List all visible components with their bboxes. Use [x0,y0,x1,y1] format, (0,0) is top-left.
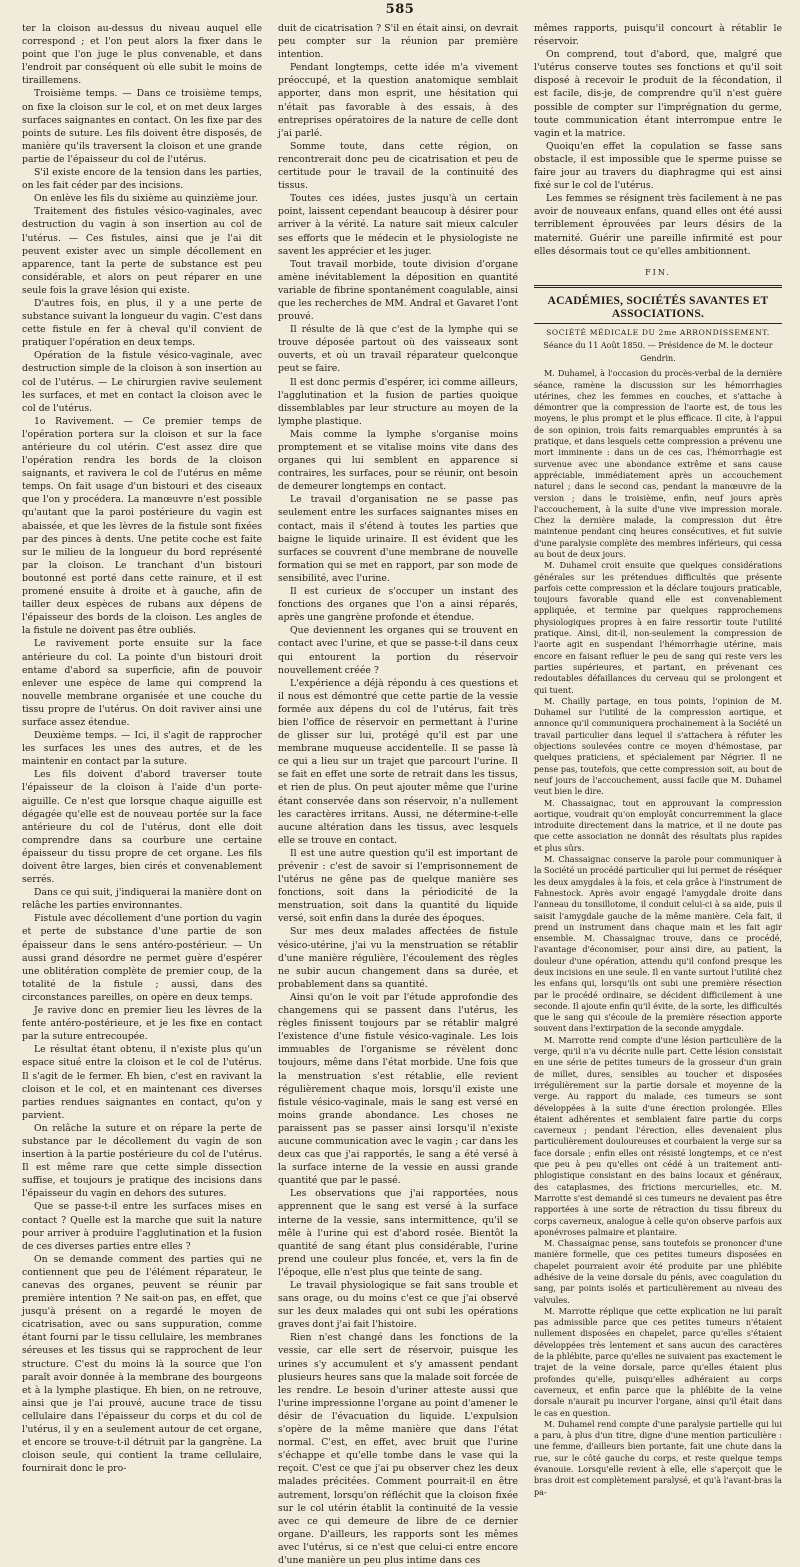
paragraph: Il est une autre question qu'il est important de prévenir : c'est de savoir si l'emprisonnement de l'utérus ne gêne pas de quelque manière ses fonctions, soit dans la périodicité de la menstruation, soit dans la quantité du liquide versé, soit enfin dans la durée des époques. [278,847,518,925]
paragraph: Que se passe-t-il entre les surfaces mises en contact ? Quelle est la marche que suit la nature pour arriver à produire l'agglutination et la fusion de ces diverses parties entre elles ? [22,1201,262,1252]
section-divider [534,285,782,288]
section-divider [534,323,782,324]
paragraph: 1o Ravivement. — Ce premier temps de l'opération portera sur la cloison et sur la face antérieure du col utérin. C'est assez dire que l'opération rendra les bords de la cloison saignants, et ravivera le col de l'utérus en même temps. On fait usage d'un bistouri et des ciseaux que l'on y procédera. La manœuvre n'est possible qu'autant que la paroi postérieure du vagin est abaissée, et que les lèvres de la fistule sont fixées par des pinces à dents. Une petite coche est faite sur le milieu de la longueur du bord représenté par la cloison. Le tranchant d'un bistouri boutonné est porté dans cette rainure, et il est promené ensuite à droite et à gauche, afin de tailler deux espèces de rubans aux dépens de l'épaisseur des bords de la cloison. Les angles de la fistule ne doivent pas être oubliés. [22,415,262,637]
paragraph: M. Chailly partage, en tous points, l'opinion de M. Duhamel sur l'utilité de la compression aortique, et annonce qu'il communiquera prochainement à la Société un travail particulier dans lequel il s'attachera à réfuter les objections soulevées contre ce moyen d'hémostase, par quelques praticiens, et spécialement par Négrier. Il ne pense pas, toutefois, que cette compression soit, au bout de neuf jours de l'accouchement, aussi facile que M. Duhamel veut bien le dire. [534,695,782,797]
paragraph: M. Marrotte rend compte d'une lésion particulière de la verge, qu'il n'a vu décrite nulle part. Cette lésion consistait en une série de petites tumeurs de la grosseur d'un grain de millet, dures, sensibles au toucher et disposées irrégulièrement sur la partie dorsale et moyenne de la verge. Au rapport du malade, ces tumeurs se sont développées à la suite d'une érection prolongée. Elles étaient adhérentes et semblaient faire partie du corps caverneux ; pendant l'érection, elles devenaient plus particulièrement douloureuses et courbaient la verge sur sa face dorsale ; enfin elles ont résisté longtemps, et ce n'est que peu à peu qu'elles ont cédé à un traitement anti-phlogistique consistant en des bains locaux et généraux, des cataplasmes, des frictions mercurielles, etc. M. Marrotte s'est demandé si ces tumeurs ne devaient pas être rapportées à une sorte de rétraction du tissu fibreux du corps caverneux, analogue à celle qu'on observe parfois aux aponévroses palmaire et plantaire. [534,1034,782,1237]
paragraph: On se demande comment des parties qui ne contiennent que peu de l'élément réparateur, le canevas des organes, peuvent se réunir par première intention ? Ne sait-on pas, en effet, que jusqu'à présent on a regardé le moyen de cicatrisation, avec ou sans suppuration, comme étant fourni par le tissu cellulaire, les membranes séreuses et les tissus qui se rapprochent de leur structure. C'est du moins là la source que l'on paraît avoir donnée à la membrane des bourgeons et à la lymphe plastique. Eh bien, on ne retrouve, ainsi que je l'ai prouvé, aucune trace de tissu cellulaire dans l'épaisseur du corps et du col de l'utérus, il y en a seulement autour de cet organe, et encore se trouve-t-il détruit par la gangrène. La cloison seule, qui contient la trame cellulaire, fournirait donc le pro- [22,1253,262,1475]
text-column-right [534,22,782,1497]
text-column-middle [278,22,518,1566]
paragraph: Pendant longtemps, cette idée m'a vivement préoccupé, et la question anatomique semblait apporter, dans mon esprit, une hésitation qui n'était pas favorable à des essais, à des entreprises opératoires de la nature de celle dont j'ai parlé. [278,62,518,139]
paragraph: Opération de la fistule vésico-vaginale, avec destruction simple de la cloison à son insertion au col de l'utérus. — Le chirurgien ravive seulement les surfaces, et met en contact la cloison avec le col de l'utérus. [22,350,262,414]
session-line: Séance du 11 Août 1850. — Présidence de M. le docteur Gendrin. [543,341,773,364]
paragraph: L'expérience a déjà répondu à ces questions et il nous est démontré que cette partie de la vessie formée aux dépens du col de l'utérus, fait très bien l'office de réservoir en permettant à l'urine de glisser sur lui, protégé qu'il est par une membrane muqueuse accidentelle. Il se passe là ce qui a lieu sur un trajet que parcourt l'urine. Il se fait en effet une sorte de retrait dans les tissus, et rien de plus. On peut ajouter même que l'urine étant conservée dans son réservoir, n'a nullement les caractères irritans. Aussi, ne détermine-t-elle aucune altération dans les tissus, avec lesquels elle se trouve en contact. [278,677,518,846]
section-title: ACADÉMIES, SOCIÉTÉS SAVANTES ET ASSOCIATIONS. [547,293,769,320]
paragraph: Troisième temps. — Dans ce troisième temps, on fixe la cloison sur le col, et on met deux larges surfaces saignantes en contact. On les fixe par des points de suture. Les fils doivent être disposés, de manière qu'ils traversent la cloison et une grande partie de l'épaisseur du col de l'utérus. [22,88,262,165]
paragraph: Dans ce qui suit, j'indiquerai la manière dont on relâche les parties environnantes. [22,887,262,912]
paragraph: Les observations que j'ai rapportées, nous apprennent que le sang est versé à la surface interne de la vessie, sans intermittence, qu'il se mêle à l'urine qui est d'abord rosée. Bientôt la quantité de sang étant plus considérable, l'urine prend une couleur plus foncée, et, vers la fin de l'époque, elle n'est plus que teinte de sang. [278,1188,518,1278]
paragraph: Quoiqu'en effet la copulation se fasse sans obstacle, il est impossible que le sperme puisse se faire jour au travers du diaphragme qui est ainsi fixé sur le col de l'utérus. [534,140,782,192]
paragraph: Rien n'est changé dans les fonctions de la vessie, car elle sert de réservoir, puisque les urines s'y accumulent et s'y amassent pendant plusieurs heures sans que la malade soit forcée de les rendre. Le besoin d'uriner atteste aussi que l'urine impressionne l'organe au point d'amener le désir de l'évacuation du liquide. L'expulsion s'opère de la même manière que dans l'état normal. C'est, en effet, avec bruit que l'urine s'échappe et qu'elle tombe dans le vase qui la reçoit. C'est ce que j'ai pu observer chez les deux malades précitées. Comment pourrait-il en être autrement, lorsqu'on réfléchit que la cloison fixée sur le col utérin établit la continuité de la vessie avec ce qui demeure de libre de ce dernier organe. D'ailleurs, les rapports sont les mêmes avec l'utérus, si ce n'est que celui-ci entre encore d'une manière un peu plus intime dans ces [278,1332,518,1566]
paragraph: Tout travail morbide, toute division d'organe amène inévitablement la déposition en quantité variable de fibrine spontanément coagulable, ainsi que les recherches de MM. Andral et Gavaret l'ont prouvé. [278,258,518,323]
paragraph: M. Chassaignac, tout en approuvant la compression aortique, voudrait qu'on employât concurremment la glace introduite directement dans la matrice, et il ne doute pas que cette association ne donnât des résultats plus rapides et plus sûrs. [534,797,782,853]
report-body [534,368,782,1498]
paragraph: Il est donc permis d'espérer, ici comme ailleurs, l'agglutination et la fusion de parties quoique dissemblables par leur structure au moyen de la lymphe plastique. [278,376,518,427]
paragraph: M. Chassaignac conserve la parole pour communiquer à la Société un procédé particulier qui lui permet de réséquer les deux amygdales à la fois, et cela grâce à l'instrument de Fahnestock. Après avoir engagé l'amygdale droite dans l'anneau du tonsillotome, il conduit celui-ci à sa aide, puis il saisit l'amygdale gauche de la même manière. Cela fait, il prend un instrument dans chaque main et les fait agir ensemble. M. Chassaignac trouve, dans ce procédé, l'avantage d'économiser, pour ainsi dire, au patient, la douleur d'une opération, attendu qu'il confond presque les deux incisions en une seule. Il en vante surtout l'utilité chez les enfans qui, lorsqu'ils ont subi une première résection par le procédé ordinaire, se décident difficilement à une seconde. Il ajoute enfin qu'il évite, de la sorte, les difficultés que le sang qui s'écoule de la première résection apporte souvent dans l'extirpation de la seconde amygdale. [534,854,782,1034]
paragraph: On enlève les fils du sixième au quinzième jour. [34,193,258,205]
paragraph: Je ravive donc en premier lieu les lèvres de la fente antéro-postérieure, et je les fixe en contact par la suture entrecoupée. [22,1005,262,1043]
paragraph: M. Duhamel croit ensuite que quelques considérations générales sur les prétendues difficultés que présente parfois cette compression et la déclare toujours praticable, toujours favorable quand elle est convenablement appliquée, et termine par quelques rapprochemens physiologiques propres à en faire ressortir toute l'utilité pratique. Ainsi, dit-il, non-seulement la compression de l'aorte agit en suspendant l'hémorrhagie utérine, mais encore en faisant refluer le peu de sang qui reste vers les parties supérieures, et partant, en prévenant ces redoutables défaillances du cerveau qui se prolongent et qui tuent. [534,560,782,695]
paragraph: mêmes rapports, puisqu'il concourt à rétablir le réservoir. [534,23,782,48]
paragraph: Toutes ces idées, justes jusqu'à un certain point, laissent cependant beaucoup à désirer pour arriver à la vérité. La nature sait mieux calculer ses efforts que le médecin et le physiologiste ne savent les apprécier et les juger. [278,193,518,257]
paragraph: Sur mes deux malades affectées de fistule vésico-utérine, j'ai vu la menstruation se rétablir d'une manière régulière, l'écoulement des règles ne subir aucun changement dans sa durée, et probablement dans sa quantité. [278,926,518,990]
fin-marker: FIN. [645,267,671,277]
paragraph: M. Marrotte réplique que cette explication ne lui paraît pas admissible parce que ces petites tumeurs n'étaient nullement disposées en chapelet, parce qu'elles s'étaient développées très lentement et sans aucun des caractères de la phlébite, parce qu'elles ne suivaient pas exactement le trajet de la veine dorsale, parce qu'elles étaient plus profondes qu'elle, puisqu'elles adhéraient au corps caverneux, et enfin parce que la phlébite de la veine dorsale n'aurait pu incurver l'organe, ainsi qu'il était dans le cas en question. [534,1305,782,1418]
paragraph: Que deviennent les organes qui se trouvent en contact avec l'urine, et que se passe-t-il dans ceux qui entourent la portion du réservoir nouvellement créée ? [278,625,518,676]
page-number: 585 [385,2,415,17]
paragraph: Somme toute, dans cette région, on rencontrerait donc peu de cicatrisation et peu de certitude pour le travail de la continuité des tissus. [278,140,518,192]
paragraph: M. Duhamel rend compte d'une paralysie partielle qui lui a paru, à plus d'un titre, digne d'une mention particulière : une femme, d'ailleurs bien portante, fait une chute dans la rue, sur le côté gauche du corps, et reste quelque temps évanouie. Lorsqu'elle revient à elle, elle s'aperçoit que le bras droit est complètement paralysé, et qu'à l'avant-bras la pa- [534,1418,782,1497]
paragraph: duit de cicatrisation ? S'il en était ainsi, on devrait peu compter sur la réunion par première intention. [278,23,518,61]
paragraph: S'il existe encore de la tension dans les parties, on les fait céder par des incisions. [22,167,262,192]
paragraph: On comprend, tout d'abord, que, malgré que l'utérus conserve toutes ses fonctions et qu'il soit disposé à recevoir le produit de la fécondation, il est facile, dis-je, de comprendre qu'il n'est guère possible de compter sur l'imprégnation du germe, toute communication étant interrompue entre le vagin et la matrice. [534,49,782,139]
paragraph: Les fils doivent d'abord traverser toute l'épaisseur de la cloison à l'aide d'un porte-aiguille. Ce n'est que lorsque chaque aiguille est dégagée qu'elle est de nouveau portée sur la face antérieure du col de l'utérus, dont elle doit comprendre dans sa courbure une certaine épaisseur du tissu propre de cet organe. Les fils doivent être larges, bien cirés et convenablement serrés. [22,769,262,886]
society-name: SOCIÉTÉ MÉDICALE DU 2me ARRONDISSEMENT. [546,327,770,337]
paragraph: Fistule avec décollement d'une portion du vagin et perte de substance d'une partie de son épaisseur dans le sens antéro-postérieur. — Un aussi grand désordre ne permet guère d'espérer une oblitération complète de premier coup, de la totalité de la fistule ; aussi, dans des circonstances pareilles, on opère en deux temps. [22,913,262,1003]
text-column-left [22,22,262,1475]
paragraph: Traitement des fistules vésico-vaginales, avec destruction du vagin à son insertion au col de l'utérus. — Ces fistules, ainsi que je l'ai dit peuvent exister avec un simple décollement en apparence, tant la perte de substance est peu considérable, et alors on peut réparer en une seule fois la grave lésion qui existe. [22,206,262,296]
paragraph: Il est curieux de s'occuper un instant des fonctions des organes que l'on a ainsi réparés, après une gangrène profonde et étendue. [278,586,518,624]
paragraph: Les femmes se résignent très facilement à ne pas avoir de nouveaux enfans, quand elles ont été aussi terriblement éprouvées par leurs désirs de la maternité. Guérir une pareille infirmité est pour elles désormais tout ce qu'elles ambitionnent. [534,193,782,257]
paragraph: Il résulte de là que c'est de la lymphe qui se trouve déposée partout où des vaisseaux sont ouverts, et où un travail réparateur quelconque peut se faire. [278,324,518,375]
paragraph: Deuxième temps. — Ici, il s'agit de rapprocher les surfaces les unes des autres, et de les maintenir en contact par la suture. [22,730,262,768]
paragraph: M. Duhamel, à l'occasion du procès-verbal de la dernière séance, ramène la discussion sur les hémorrhagies utérines, chez les femmes en couches, et s'attache à démontrer que la compression de l'aorte est, de tous les moyens, le plus prompt et le plus efficace. Il cite, à l'appui de son opinion, trois faits remarquables empruntés à sa pratique, et dans lesquels cette compression a prévenu une mort imminente : dans un de ces cas, l'hémorrhagie est survenue avec une abondance extrême et sans cause appréciable, immédiatement après un accouchement naturel ; dans le second cas, pendant la manœuvre de la version ; dans le troisième, enfin, neuf jours après l'accouchement, à la suite d'une vive impression morale. Chez la dernière malade, la compression dut être maintenue pendant cinq heures consécutives, et fut suivie d'une paralysie complète des membres inférieurs, qui cessa au bout de deux jours. [534,368,782,559]
paragraph: Ainsi qu'on le voit par l'étude approfondie des changemens qui se passent dans l'utérus, les règles finissent toujours par se rétablir malgré l'existence d'une fistule vésico-vaginale. Les lois immuables de l'organisme se révèlent donc toujours, même dans l'état morbide. Une fois que la menstruation s'est rétablie, elle revient régulièrement chaque mois, lorsqu'il existe une fistule vésico-vaginale, mais le sang est versé en moins grande abondance. Les choses ne paraissent pas se passer ainsi lorsqu'il n'existe aucune communication avec le vagin ; car dans les deux cas que j'ai rapportés, le sang a été versé à la surface interne de la vessie en aussi grande quantité que par le passé. [278,991,518,1187]
paragraph: D'autres fois, en plus, il y a une perte de substance suivant la longueur du vagin. C'est dans cette fistule en fer à cheval qu'il convient de pratiquer l'opération en deux temps. [22,297,262,349]
paragraph: Le travail physiologique se fait sans trouble et sans orage, ou du moins c'est ce que j'ai observé sur les deux malades qui ont subi les opérations graves dont j'ai fait l'histoire. [278,1280,518,1331]
paragraph: Mais comme la lymphe s'organise moins promptement et se vitalise moins vite dans des organes qui lui semblent en apparence si contraires, les surfaces, pour se réunir, ont besoin de demeurer longtemps en contact. [278,428,518,493]
paragraph: M. Chassaignac pense, sans toutefois se prononcer d'une manière formelle, que ces petites tumeurs disposées en chapelet pourraient avoir été produite par une phlébite adhésive de la veine dorsale du pénis, avec coagulation du sang, par points isolés et particulièrement au niveau des valvules. [534,1238,782,1305]
paragraph: Le ravivement porte ensuite sur la face antérieure du col. La pointe d'un bistouri droit entame d'abord sa superficie, afin de pouvoir enlever une espèce de lame qui comprend la nouvelle membrane organisée et une couche du tissu propre de l'utérus. On doit raviver ainsi une surface assez étendue. [22,638,262,728]
paragraph: Le travail d'organisation ne se passe pas seulement entre les surfaces saignantes mises en contact, mais il s'étend à toutes les parties que baigne le liquide urinaire. Il est évident que les surfaces se couvrent d'une membrane de nouvelle formation qui se met en rapport, par son mode de sensibilité, avec l'urine. [278,494,518,584]
paragraph: Le résultat étant obtenu, il n'existe plus qu'un espace situé entre la cloison et le col de l'utérus. Il s'agit de le fermer. Eh bien, c'est en ravivant la cloison et le col, et en maintenant ces diverses parties rendues saignantes en contact, qu'on y parvient. [22,1044,262,1121]
paragraph: ter la cloison au-dessus du niveau auquel elle correspond ; et l'on peut alors la fixer dans le point que l'on juge le plus convenable, et dans l'endroit par conséquent où elle subit le moins de tiraillemens. [22,23,262,87]
paragraph: On relâche la suture et on répare la perte de substance par le décollement du vagin de son insertion à la partie postérieure du col de l'utérus. Il est même rare que cette simple dissection suffise, et toujours je pratique des incisions dans l'épaisseur du vagin en dehors des sutures. [22,1122,262,1200]
